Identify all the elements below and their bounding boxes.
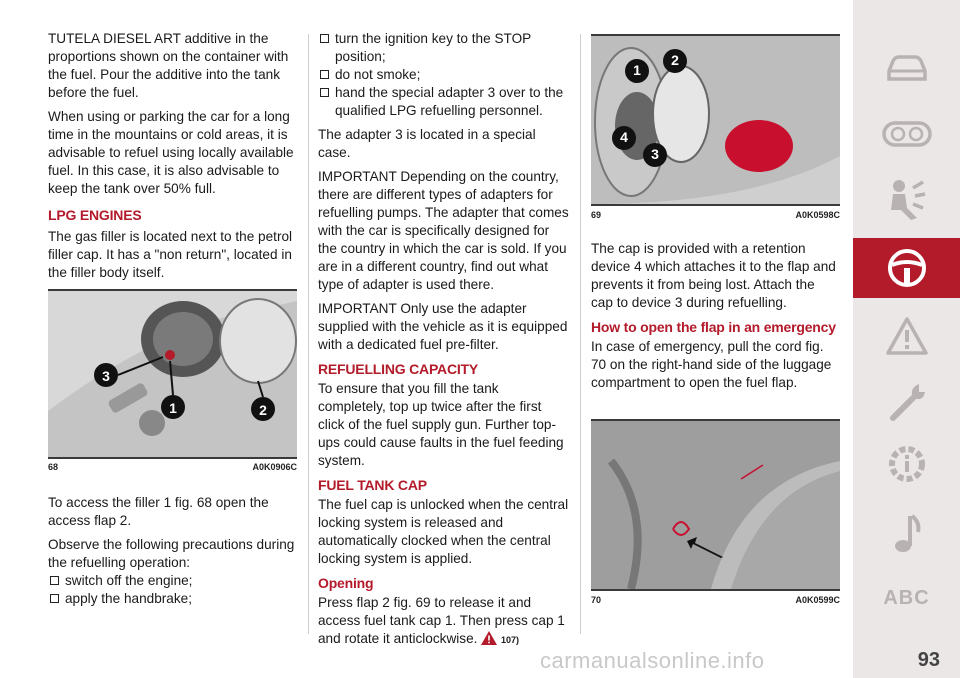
figure-69-image: [591, 34, 840, 206]
emergency-flap-heading: How to open the flap in an emergency: [591, 319, 836, 335]
callout-3: 3: [651, 146, 659, 162]
warning-triangle-icon: [481, 631, 497, 645]
figure-70-image: [591, 419, 840, 591]
refuelling-capacity-paragraph: To ensure that you fill the tank completely, top up twice after the first click of the fuel supply gun. Further top-ups could cause faults in the fuel feeding system.: [318, 381, 564, 468]
bullet-item: do not smoke;: [318, 66, 570, 84]
checkbox-bullet-icon: [320, 34, 329, 43]
precautions-paragraph: Observe the following precautions during the refuelling operation:: [48, 537, 295, 570]
callout-4: 4: [620, 129, 628, 145]
figure-code: A0K0906C: [252, 462, 297, 472]
fuel-tank-cap-heading: FUEL TANK CAP: [318, 477, 427, 493]
wrench-icon: [885, 380, 929, 424]
page-number: 93: [917, 649, 940, 671]
checkbox-bullet-icon: [50, 594, 59, 603]
bullet-item: switch off the engine;: [48, 572, 298, 590]
opening-paragraph: Press flap 2 fig. 69 to release it and access fuel tank cap 1. Then press cap 1 and rotate it anticlockwise.: [318, 595, 565, 646]
figure-69-caption: [591, 210, 840, 220]
figure-70-caption: [591, 595, 840, 605]
opening-heading: Opening: [318, 575, 374, 591]
callout-2: 2: [671, 52, 679, 68]
checkbox-bullet-icon: [50, 576, 59, 585]
important-adapter-types-paragraph: IMPORTANT Depending on the country, there are different types of adapters for refuelling pumps. The adapter that comes with the car is specifically designed for the country in which the car is sold. If you are in a different country, find out what type of adapter is used there.: [318, 169, 569, 292]
checkbox-bullet-icon: [320, 70, 329, 79]
column-3: [591, 240, 840, 398]
additive-paragraph: TUTELA DIESEL ART additive in the proportions shown on the container with the fuel. Pour the additive into the tank before the fuel.: [48, 31, 289, 100]
gas-filler-paragraph: The gas filler is located next to the petrol filler cap. It has a "non return", located in the filler body itself.: [48, 229, 293, 280]
access-filler-paragraph: To access the filler 1 fig. 68 open the access flap 2.: [48, 495, 269, 528]
checkbox-bullet-icon: [320, 88, 329, 97]
column-1-lower: [48, 494, 298, 608]
settings-info-icon: [885, 442, 929, 486]
sidebar-item-car[interactable]: [853, 40, 960, 96]
fuel-cap-paragraph: The fuel cap is unlocked when the central locking system is released and automatically clocked when the central locking system is applied.: [318, 497, 569, 566]
abc-index-icon: ABC: [883, 586, 930, 609]
bullet-item: hand the special adapter 3 over to the qualified LPG refuelling personnel.: [318, 84, 570, 120]
steering-wheel-icon: [886, 247, 928, 289]
adapter-case-paragraph: The adapter 3 is located in a special case.: [318, 127, 536, 160]
figure-code: A0K0598C: [795, 210, 840, 220]
warning-reference: 107): [501, 635, 520, 645]
watermark: carmanualsonline.info: [540, 648, 765, 673]
bullet-item: turn the ignition key to the STOP position;: [318, 30, 570, 66]
figure-code: A0K0599C: [795, 595, 840, 605]
column-divider: [308, 34, 309, 634]
sidebar-item-technical[interactable]: [853, 436, 960, 492]
figure-number: 70: [591, 595, 602, 605]
figure-number: 69: [591, 210, 602, 220]
sidebar-item-warning[interactable]: [853, 308, 960, 364]
car-icon: [885, 53, 929, 83]
music-note-icon: [892, 512, 922, 556]
sidebar-item-steering[interactable]: [853, 238, 960, 298]
emergency-paragraph: In case of emergency, pull the cord fig. 70 on the right-hand side of the luggage compartment to open the fuel flap.: [591, 339, 832, 390]
callout-1: 1: [169, 400, 177, 416]
sidebar-item-dashboard[interactable]: [853, 106, 960, 162]
figure-68-caption: [48, 462, 297, 472]
lpg-engines-heading: LPG ENGINES: [48, 207, 142, 223]
sidebar-item-index[interactable]: [853, 572, 960, 624]
figure-number: 68: [48, 462, 59, 472]
warning-icon: [885, 316, 929, 356]
callout-3: 3: [102, 368, 110, 384]
callout-2: 2: [259, 402, 267, 418]
retention-device-paragraph: The cap is provided with a retention device 4 which attaches it to the flap and prevents it from being lost. Attach the cap to device 3 during refuelling.: [591, 241, 836, 310]
sidebar-item-maintenance[interactable]: [853, 374, 960, 430]
sidebar-item-safety[interactable]: [853, 172, 960, 228]
callout-1: 1: [633, 62, 641, 78]
figure-68-image: [48, 289, 297, 459]
column-2: [318, 30, 570, 649]
mountain-paragraph: When using or parking the car for a long time in the mountains or cold areas, it is advisable to refuel using locally available fuel. In this case, it is also advisable to keep the tank over 50% full.: [48, 109, 294, 196]
dashboard-icon: [882, 120, 932, 148]
column-1: [48, 30, 298, 288]
chapter-sidebar: [853, 0, 960, 678]
sidebar-item-multimedia[interactable]: [853, 506, 960, 562]
seat-safety-icon: [885, 178, 929, 222]
bullet-item: apply the handbrake;: [48, 590, 298, 608]
refuelling-capacity-heading: REFUELLING CAPACITY: [318, 361, 479, 377]
column-divider: [580, 34, 581, 634]
important-adapter-supplied-paragraph: IMPORTANT Only use the adapter supplied with the vehicle as it is equipped with a dedicated fuel pre-filter.: [318, 301, 568, 352]
